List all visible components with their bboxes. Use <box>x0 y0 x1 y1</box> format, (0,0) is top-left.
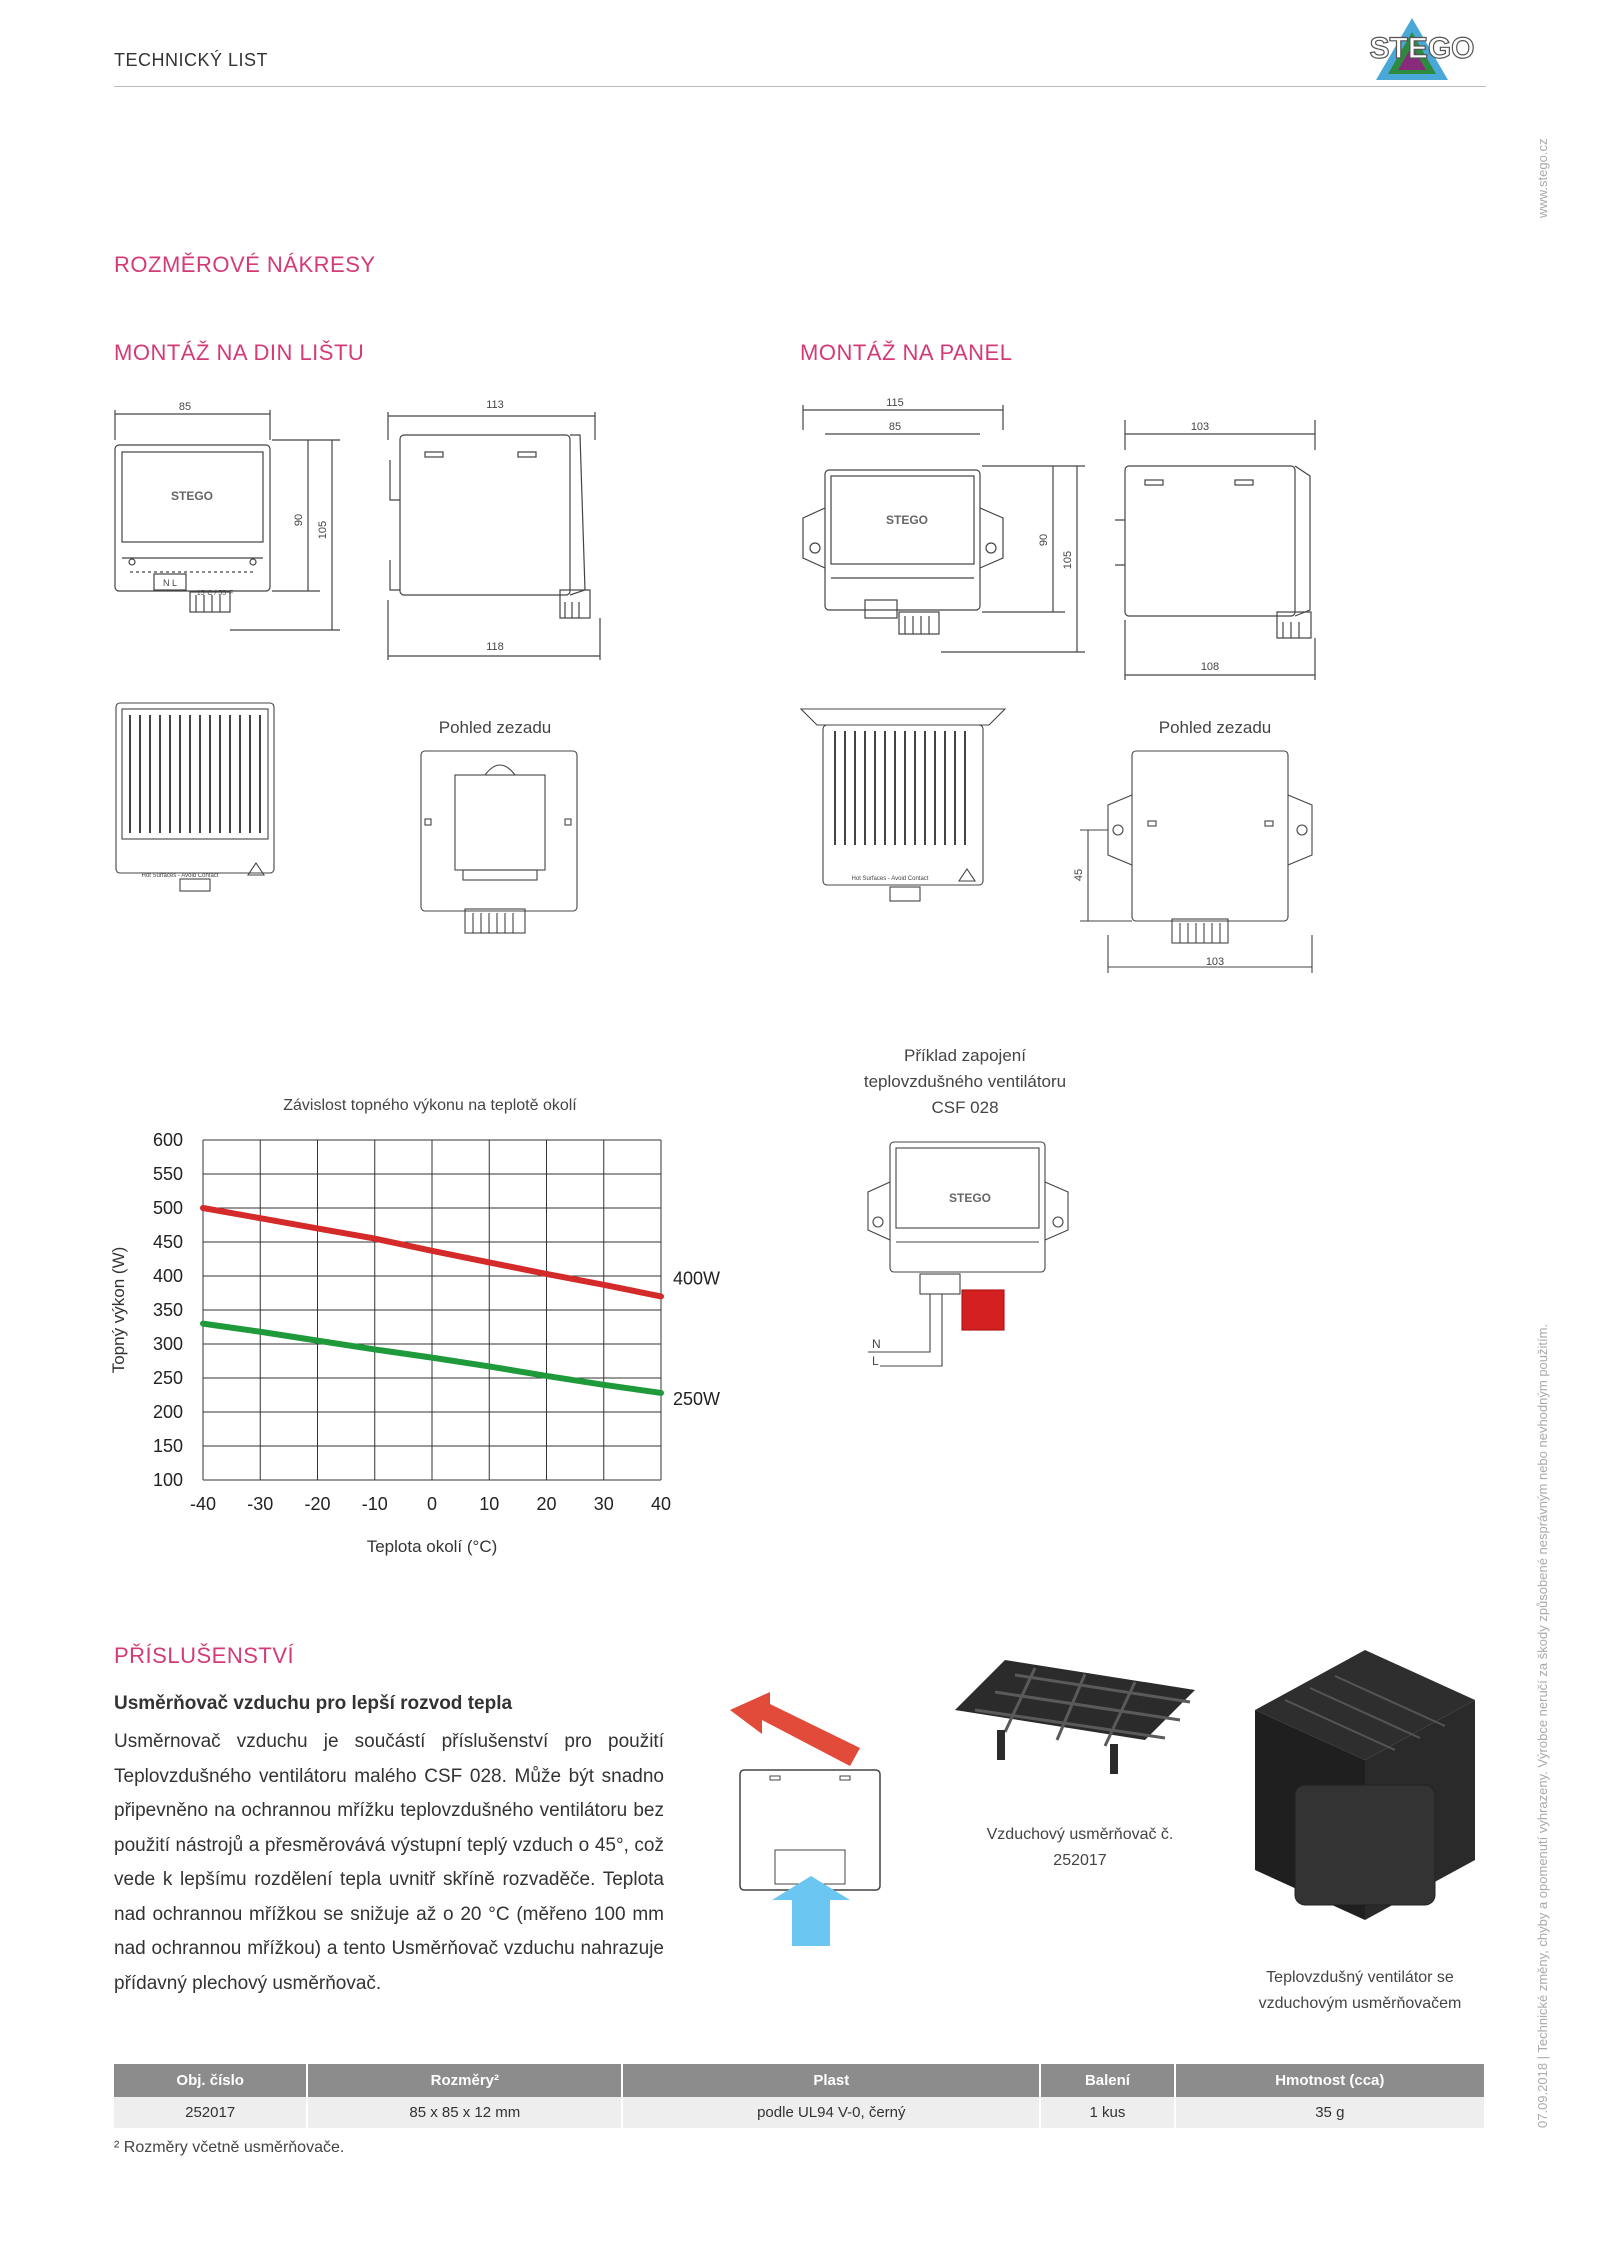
panel-mount-title: MONTÁŽ NA PANEL <box>800 340 1013 365</box>
y-tick-label: 600 <box>152 1130 183 1150</box>
panel-grille-front-drawing <box>795 705 1015 915</box>
din-grille-front-drawing <box>110 695 280 905</box>
y-tick-label: 550 <box>152 1164 183 1184</box>
series-label: 400W <box>673 1268 721 1289</box>
x-tick-label: 30 <box>593 1494 614 1514</box>
header-divider <box>114 86 1486 87</box>
svg-text:45: 45 <box>1073 868 1085 882</box>
panel-rear-view-drawing <box>1060 745 1340 975</box>
x-axis-label: Teplota okolí (°C) <box>366 1537 498 1556</box>
y-tick-label: 250 <box>152 1368 183 1388</box>
grille-warning-label: Hot Surfaces - Avoid Contact <box>141 873 219 879</box>
svg-text:105: 105 <box>317 520 329 540</box>
cell-order-number: 252017 <box>114 2097 307 2128</box>
din-rear-view-label: Pohled zezadu <box>438 718 552 737</box>
svg-text:N L: N L <box>162 578 178 588</box>
airflow-diagram <box>710 1690 910 1960</box>
x-tick-label: 10 <box>479 1494 500 1514</box>
logo-text: STEGO <box>1369 32 1475 65</box>
y-tick-label: 300 <box>152 1334 183 1354</box>
deflector-caption: Vzduchový usměrňovač č. 252017 <box>986 1826 1174 1869</box>
y-tick-label: 350 <box>152 1300 183 1320</box>
wiring-label-l: L <box>872 1354 879 1368</box>
svg-text:STEGO: STEGO <box>885 513 929 527</box>
table-row <box>114 2097 1485 2128</box>
warm-air-arrow-icon <box>730 1692 860 1766</box>
svg-text:105: 105 <box>1062 550 1074 570</box>
disclaimer-side-text: 07.09.2018 | Technické změny, chyby a opomenutí vyhrazeny. Výrobce neručí za škody způsobené nesprávným nebo nevhodným použitím. <box>1535 1323 1550 2128</box>
cell-dimensions: 85 x 85 x 12 mm <box>307 2097 622 2128</box>
svg-text:115: 115 <box>886 397 904 409</box>
table-header-order-number: Obj. číslo <box>114 2064 307 2097</box>
y-tick-label: 500 <box>152 1198 183 1218</box>
x-tick-label: -30 <box>247 1494 274 1514</box>
svg-text:Hot Surfaces - Avoid Contact: Hot Surfaces - Avoid Contact <box>851 876 929 882</box>
y-tick-label: 150 <box>152 1436 183 1456</box>
website-side-text: www.stego.cz <box>1535 138 1550 218</box>
svg-text:90: 90 <box>1038 533 1050 547</box>
panel-rear-view-label: Pohled zezadu <box>1158 718 1272 737</box>
accessory-heading: Usměrňovač vzduchu pro lepší rozvod tepla <box>114 1693 513 1714</box>
svg-text:108: 108 <box>1200 661 1220 673</box>
heating-power-chart <box>100 1120 740 1570</box>
wiring-example-title: Příklad zapojení teplovzdušného ventilátoru CSF 028 <box>863 1046 1067 1117</box>
svg-text:STEGO: STEGO <box>948 1191 992 1205</box>
y-tick-label: 450 <box>152 1232 183 1252</box>
x-tick-label: -10 <box>361 1494 388 1514</box>
cell-packaging: 1 kus <box>1040 2097 1174 2128</box>
svg-text:85: 85 <box>178 401 192 413</box>
wiring-example-drawing <box>860 1130 1080 1370</box>
cell-plastic: podle UL94 V-0, černý <box>622 2097 1040 2128</box>
svg-text:118: 118 <box>486 641 504 653</box>
heater-with-deflector-image <box>1245 1640 1485 1930</box>
svg-text:90: 90 <box>293 513 305 527</box>
series-label: 250W <box>673 1388 721 1409</box>
x-tick-label: -40 <box>189 1494 217 1514</box>
x-tick-label: 20 <box>536 1494 557 1514</box>
y-tick-label: 400 <box>152 1266 183 1286</box>
table-header-packaging: Balení <box>1040 2064 1174 2097</box>
accessory-description: Usměrnovač vzduchu je součástí příslušenství pro použití Teplovzdušného ventilátoru malého CSF 028. Může být snadno připevněno na ochrannou mřížku teplovzdušného ventilátoru bez použití nástrojů a přesměrovává výstupní teplý vzduch o 45°, což vede k lepšímu rozdělení tepla uvnitř skříně rozvaděče. Teplota nad ochrannou mřížkou se snižuje až o 20 °C (měřeno 100 mm nad ochrannou mřížkou) a tento Usměrňovač vzduchu nahrazuje přídavný plechový usměrňovač. <box>114 1731 664 1994</box>
svg-text:103: 103 <box>1190 421 1210 433</box>
svg-text:15°C / 55°F: 15°C / 55°F <box>196 590 234 597</box>
svg-text:STEGO: STEGO <box>170 489 214 503</box>
accessories-section-title: PŘÍSLUŠENSTVÍ <box>114 1643 295 1668</box>
svg-text:85: 85 <box>888 421 902 433</box>
air-deflector-image <box>945 1640 1205 1790</box>
dimensions-section-title: ROZMĚROVÉ NÁKRESY <box>114 252 376 277</box>
din-rear-view-drawing <box>415 745 585 945</box>
document-header-title: TECHNICKÝ LIST <box>114 50 269 70</box>
x-tick-label: 0 <box>426 1494 438 1514</box>
table-header-weight: Hmotnost (cca) <box>1175 2064 1485 2097</box>
chart-title: Závislost topného výkonu na teplotě okolí <box>283 1097 577 1114</box>
cell-weight: 35 g <box>1175 2097 1485 2128</box>
table-header-dimensions: Rozměry² <box>307 2064 622 2097</box>
stego-logo <box>1352 14 1492 86</box>
table-header-plastic: Plast <box>622 2064 1040 2097</box>
svg-text:113: 113 <box>486 399 504 411</box>
y-axis-label: Topný výkon (W) <box>109 1246 128 1374</box>
x-tick-label: 40 <box>650 1494 672 1514</box>
y-tick-label: 100 <box>152 1470 183 1490</box>
wiring-label-n: N <box>872 1337 881 1351</box>
specification-table <box>114 2064 1486 2128</box>
y-tick-label: 200 <box>152 1402 183 1422</box>
heater-caption: Teplovzdušný ventilátor se vzduchovým usměrňovačem <box>1258 1969 1462 2012</box>
panel-dimension-drawing <box>795 390 1335 690</box>
x-tick-label: -20 <box>304 1494 331 1514</box>
din-mount-title: MONTÁŽ NA DIN LIŠTU <box>114 340 365 365</box>
svg-text:103: 103 <box>1205 956 1225 968</box>
table-footnote: ² Rozměry včetně usměrňovače. <box>114 2139 345 2156</box>
din-dimension-drawing <box>110 390 630 680</box>
